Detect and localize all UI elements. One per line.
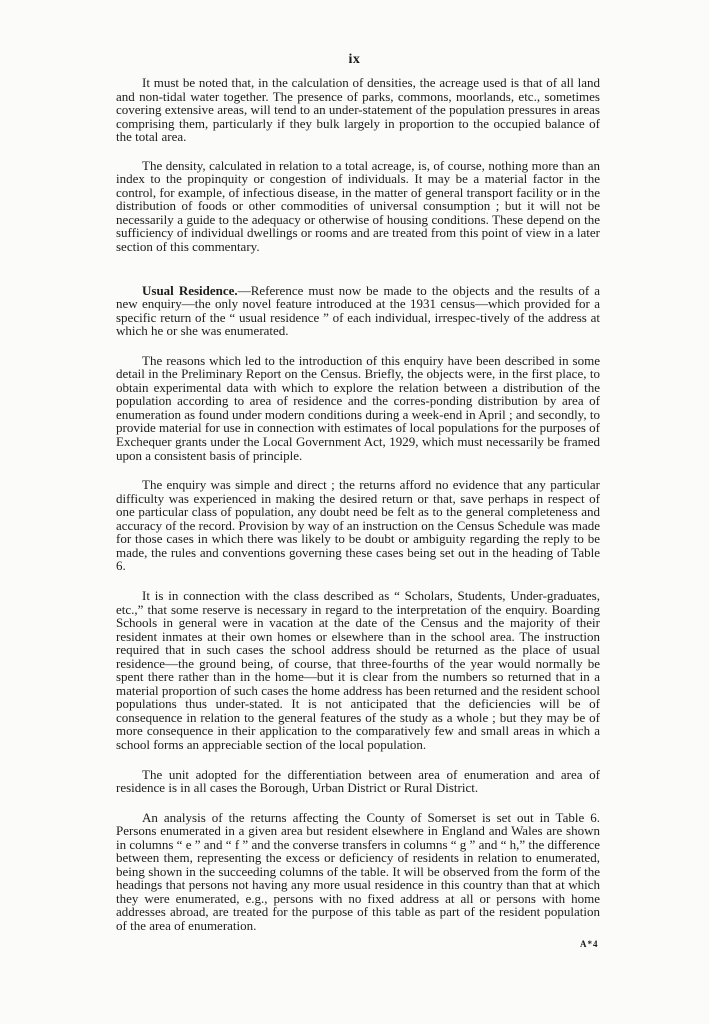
page-number: ix <box>348 52 361 67</box>
paragraph-usual-residence <box>116 284 600 338</box>
printer-signature-mark: A*4 <box>580 939 599 949</box>
paragraph-text: The reasons which led to the introduction of this enquiry have been described in some detail in the Preliminary Report on the Census. Briefly, the objects were, in the first place, to obtain experimental data with which to explore the relation between a distribution of the population according to area of residence and the corres-ponding distribution by area of enumeration as found under modern conditions during a week-end in April ; and secondly, to provide material for use in connection with estimates of local populations for the purposes of Exchequer grants under the Local Government Act, 1929, which must necessarily be framed upon a consistent basis of principle. <box>116 352 600 463</box>
paragraph-text: It is in connection with the class described as “ Scholars, Students, Under-graduates, etc.,” that some reserve is necessary in regard to the interpretation of the enquiry. Boarding Schools in general were in vacation at the date of the Census and the majority of their resident inmates at their own homes or elsewhere than in the school area. The instruction required that in such cases the school address should be returned as the place of usual residence—the ground being, of course, that three-fourths of the year would normally be spent there rather than in the home—but it is clear from the numbers so returned that in a material proportion of such cases the home address has been returned and the resident school populations thus under-stated. It is not anticipated that the deficiencies will be of consequence in relation to the general features of the study as a whole ; but they may be of more consequence in their application to the comparatively few and small areas in which a school forms an appreciable section of the local population. <box>116 587 600 752</box>
paragraph-text: The unit adopted for the differentiation between area of enumeration and area of residence is in all cases the Borough, Urban District or Rural District. <box>116 766 600 796</box>
paragraph-enquiry <box>116 478 600 573</box>
paragraph-text: The density, calculated in relation to a total acreage, is, of course, nothing more than an index to the propinquity or congestion of individuals. It may be a material factor in the control, for example, of infectious disease, in the matter of general transport facility or in the distribution of foods or other commodities of universal consumption ; but it will not be necessarily a guide to the adequacy or otherwise of housing conditions. These depend on the sufficiency of individual dwellings or rooms and are treated from this point of view in a later section of this commentary. <box>116 157 600 255</box>
paragraph-scholars <box>116 589 600 752</box>
body-text <box>116 76 600 933</box>
paragraph-density-index <box>116 159 600 254</box>
paragraph-text: An analysis of the returns affecting the County of Somerset is set out in Table 6. Persons enumerated in a given area but resident elsewhere in England and Wales are shown in columns “ e ” and “ f ” and the converse transfers in columns “ g ” and “ h,” the difference between them, representing the excess or deficiency of residents in relation to enumerated, being shown in the succeeding columns of the table. It will be observed from the form of the headings that persons not having any more usual residence in this country than that at which they were enumerated, e.g., persons with no fixed address at all or persons with home addresses abroad, are treated for the purpose of this table as part of the resident population of the area of enumeration. <box>116 809 600 933</box>
paragraph-density-acreage <box>116 76 600 144</box>
paragraph-text: —Reference must now be made to the objects and the results of a new enquiry—the only novel feature introduced at the 1931 census—which provided for a specific return of the “ usual residence ” of each individual, irrespec-tively of the address at which he or she was enumerated. <box>116 282 601 339</box>
paragraph-somerset <box>116 811 600 933</box>
paragraph-text: It must be noted that, in the calculation of densities, the acreage used is that of all land and non-tidal water together. The presence of parks, commons, moorlands, etc., sometimes covering extensive areas, will tend to an under-statement of the population pressures in areas comprising them, particularly if they bulk largely in proportion to the occupied balance of the total area. <box>116 75 600 145</box>
paragraph-reasons <box>116 354 600 462</box>
paragraph-text: The enquiry was simple and direct ; the returns afford no evidence that any particular difficulty was experienced in making the desired return or that, save perhaps in respect of one particular class of population, any doubt need be felt as to the general completeness and accuracy of the record. Provision by way of an instruction on the Census Schedule was made for those cases in which there was likely to be doubt or ambiguity regarding the reply to be made, the rules and conventions governing these cases being set out in the heading of Table 6. <box>116 477 600 574</box>
paragraph-unit <box>116 768 600 795</box>
section-heading: Usual Residence. <box>142 282 238 298</box>
